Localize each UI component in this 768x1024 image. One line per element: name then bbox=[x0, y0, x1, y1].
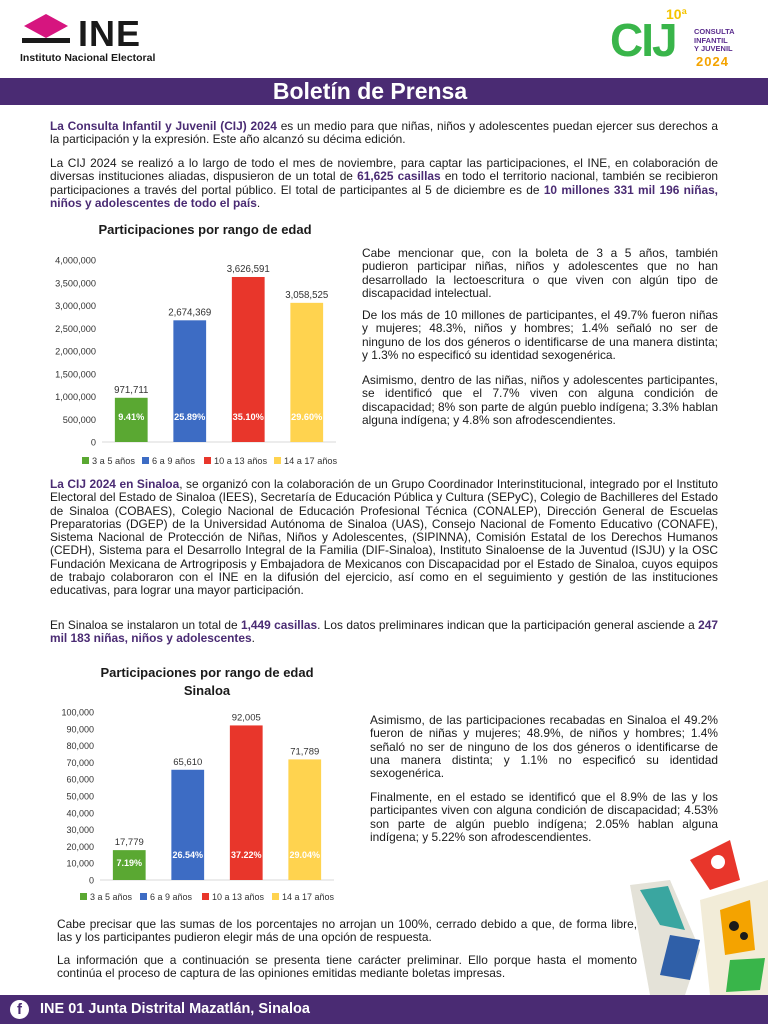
facebook-icon[interactable]: f bbox=[10, 1000, 29, 1019]
sinaloa-totals-paragraph: En Sinaloa se instalaron un total de 1,449 casillas. Los datos preliminares indican que la participación general asciende a 247 mil 183 niñas, niños y adolescentes. bbox=[50, 618, 718, 646]
cij-logo-tagline: CONSULTA INFANTIL Y JUVENIL bbox=[694, 27, 735, 53]
y-tick-label: 2,000,000 bbox=[55, 346, 96, 357]
legend-label: 6 a 9 años bbox=[150, 892, 193, 902]
sinaloa-note-paragraph-2: Finalmente, en el estado se identificó que el 8.9% de las y los participantes viven con alguna condición de discapacidad; 4.53% son parte de algún pueblo indígena; 2.05% hablan alguna indígena; y 5.22% son afrodescendientes. bbox=[370, 790, 718, 844]
legend-label: 3 a 5 años bbox=[90, 892, 133, 902]
legend-label: 14 a 17 años bbox=[284, 456, 338, 466]
cij-mascot-illustration bbox=[630, 840, 768, 995]
legend-label: 6 a 9 años bbox=[152, 456, 195, 466]
bar-value-label: 17,779 bbox=[114, 837, 144, 849]
bar-value-label: 971,711 bbox=[114, 384, 149, 396]
y-tick-label: 70,000 bbox=[66, 757, 94, 768]
y-tick-label: 30,000 bbox=[66, 825, 94, 836]
legend-swatch bbox=[272, 893, 279, 900]
y-tick-label: 1,500,000 bbox=[55, 369, 96, 380]
y-tick-label: 3,500,000 bbox=[55, 278, 96, 289]
ine-logo-text: INE bbox=[78, 13, 142, 54]
press-release-banner bbox=[0, 78, 768, 105]
summary-paragraph: La CIJ 2024 se realizó a lo largo de todo el mes de noviembre, para captar las participaciones, el INE, en colaboración de diversas instituciones aliadas, dispusieron de un total de 61,625 casillas en todo el territorio nacional, también se recibieron participaciones a través del portal público. El total de participantes al 5 de diciembre es de 10 millones 331 mil 196 niñas, niños y adolescentes de todo el país. bbox=[50, 156, 718, 210]
y-tick-label: 40,000 bbox=[66, 808, 94, 819]
legend-swatch bbox=[202, 893, 209, 900]
chart-national bbox=[50, 248, 350, 470]
legend-swatch bbox=[274, 457, 281, 464]
y-tick-label: 1,000,000 bbox=[55, 392, 96, 402]
bar-percent-label: 37.22% bbox=[230, 850, 262, 860]
sinaloa-paragraph: La CIJ 2024 en Sinaloa, se organizó con la colaboración de un Grupo Coordinador Interinstitucional, integrado por el Instituto Electoral del Estado de Sinaloa (IEES), Secretaría de Educación Pública y Cultura (SEPyC), Colegio de Bachilleres del Estado de Sinaloa (COBAES), Colegio Nacional de Educación Profesional Técnica (CONALEP), Dirección General de Escuelas Preparatorias (DGEP) de la Universidad Autónoma de Sinaloa (UAS), Consejo Nacional de Fomento Educativo (CONAFE), Sistema Nacional de Protección de Niñas, Niños y Adolescentes, (SIPINNA), Comisión Estatal de los Derechos Humanos (CEDH), Sistema para el Desarrollo Integral de la Familia (DIF-Sinaloa), Instituto Sinaloense de la Juventud (ISJU) y la OSC Fundación Mexicana de Artrogriposis y Embajadora de Mexicanos con Discapacidad por el Estado de Sinaloa, cuyos equipos de trabajo colaboraron con el INE en la difusión del ejercicio, así como en el seguimiento y gestión de las instituciones educativas, para lograr una mayor participación. bbox=[50, 477, 718, 598]
bar-value-label: 3,626,591 bbox=[226, 263, 270, 275]
y-tick-label: 3,000,000 bbox=[55, 301, 96, 311]
y-tick-label: 20,000 bbox=[66, 841, 94, 852]
bar-value-label: 3,058,525 bbox=[285, 289, 329, 301]
bar bbox=[171, 770, 204, 880]
ine-logo-mark bbox=[18, 12, 74, 50]
bar-percent-label: 29.60% bbox=[291, 412, 323, 422]
chart1-title: Participaciones por rango de edad bbox=[98, 222, 312, 237]
legend-swatch bbox=[204, 457, 211, 464]
y-tick-label: 50,000 bbox=[66, 791, 94, 802]
chart2-title: Participaciones por rango de edad Sinaloa bbox=[100, 665, 314, 698]
bar-percent-label: 25.89% bbox=[174, 412, 206, 422]
ine-logo-subtitle: Instituto Nacional Electoral bbox=[20, 52, 156, 64]
page-title: Boletín de Prensa bbox=[272, 78, 468, 104]
bar bbox=[288, 759, 321, 880]
note-paragraph-3: Asimismo, dentro de las niñas, niños y adolescentes participantes, se identificó que el 7.7% viven con alguna condición de discapacidad; 8% son parte de algún pueblo indígena; 3.3% hablan alguna indígena; y 4.8% son afrodescendientes. bbox=[362, 373, 718, 427]
bar-value-label: 71,789 bbox=[290, 746, 320, 758]
legend-label: 10 a 13 años bbox=[212, 892, 265, 902]
ine-logo bbox=[18, 12, 178, 64]
note-paragraph-1: Cabe mencionar que, con la boleta de 3 a 5 años, también pudieron participar niñas, niños y adolescentes que no han desarrollado la lectoescritura o que viven con algún tipo de discapacidad intelectual. bbox=[362, 246, 718, 300]
y-tick-label: 0 bbox=[90, 437, 96, 448]
sinaloa-note-paragraph-1: Asimismo, de las participaciones recabadas en Sinaloa el 49.2% fueron de niñas y mujeres; 48.9%, de niños y hombres; 1.4% señaló no ser de ninguno de los dos géneros o identificarse de una manera distinta; y 1.1% no especificó su identidad sexogenérica. bbox=[370, 713, 718, 781]
bar-percent-label: 35.10% bbox=[232, 412, 264, 422]
bar-percent-label: 26.54% bbox=[172, 850, 204, 860]
y-tick-label: 500,000 bbox=[62, 414, 96, 425]
intro-paragraph: La Consulta Infantil y Juvenil (CIJ) 2024 es un medio para que niñas, niños y adolescentes puedan ejercer sus derechos a la participación y la expresión. Este año alcanzó su décima edición. bbox=[50, 119, 718, 147]
bar-value-label: 92,005 bbox=[231, 712, 261, 724]
legend-label: 3 a 5 años bbox=[92, 456, 135, 466]
bar-percent-label: 9.41% bbox=[118, 412, 145, 422]
bar-value-label: 2,674,369 bbox=[168, 307, 212, 319]
y-tick-label: 0 bbox=[88, 875, 94, 886]
legend-swatch bbox=[140, 893, 147, 900]
cij-logo bbox=[610, 6, 750, 72]
page-header bbox=[0, 0, 768, 78]
preliminary-note: La información que a continuación se presenta tiene carácter preliminar. Ello porque hasta el momento continúa el proceso de captura de las opiniones emitidas mediante boletas impresas. bbox=[57, 953, 637, 981]
bar bbox=[173, 320, 206, 442]
footer-text: INE 01 Junta Distrital Mazatlán, Sinaloa bbox=[40, 1001, 310, 1017]
chart-sinaloa bbox=[50, 702, 350, 906]
page-footer bbox=[0, 995, 768, 1024]
legend-label: 10 a 13 años bbox=[214, 456, 268, 466]
percentages-note: Cabe precisar que las sumas de los porcentajes no arrojan un 100%, cerrado debido a que, de forma libre, las y los participantes pudieron elegir más de una opción de respuesta. bbox=[57, 917, 637, 945]
y-tick-label: 60,000 bbox=[66, 774, 94, 785]
bar-percent-label: 7.19% bbox=[116, 858, 143, 869]
y-tick-label: 100,000 bbox=[61, 707, 94, 718]
y-tick-label: 4,000,000 bbox=[55, 255, 96, 266]
cij-logo-text: CIJ bbox=[610, 14, 676, 66]
note-paragraph-2: De los más de 10 millones de participantes, el 49.7% fueron niñas y mujeres; 48.3%, niños y hombres; 1.4% señaló no ser de ninguno de los dos géneros o identificarse de una manera distinta; y 1.3% no especificó su identidad sexogenérica. bbox=[362, 308, 718, 362]
y-tick-label: 10,000 bbox=[66, 858, 94, 869]
y-tick-label: 2,500,000 bbox=[55, 323, 96, 334]
y-tick-label: 80,000 bbox=[66, 741, 94, 752]
y-tick-label: 90,000 bbox=[66, 724, 94, 735]
bar-value-label: 65,610 bbox=[173, 756, 203, 768]
cij-edition: 10ª bbox=[666, 6, 687, 22]
legend-swatch bbox=[80, 893, 87, 900]
legend-swatch bbox=[82, 457, 89, 464]
legend-label: 14 a 17 años bbox=[282, 892, 335, 902]
bar-percent-label: 29.04% bbox=[289, 850, 321, 860]
legend-swatch bbox=[142, 457, 149, 464]
cij-logo-year: 2024 bbox=[696, 54, 729, 69]
